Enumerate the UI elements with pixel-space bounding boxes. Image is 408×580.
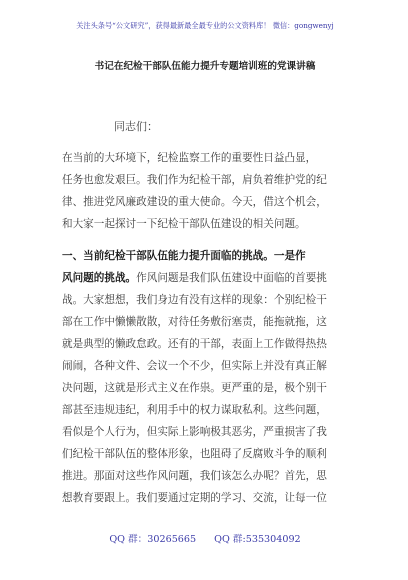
body-text: 作风问题是我们队伍建设中面临的首要挑 bbox=[136, 272, 327, 284]
document-title: 书记在纪检干部队伍能力提升专题培训班的党课讲稿 bbox=[94, 61, 316, 72]
text-line: 看似是个人行为，但实际上影响极其恶劣，严重损害了我 bbox=[62, 426, 327, 438]
text-line: 就是典型的懒政怠政。还有的干部，表面上工作做得热热 bbox=[62, 338, 327, 350]
text-line: 律、推进党风廉政建设的重大使命。今天，借这个机会， bbox=[62, 196, 327, 208]
header-note: 关注头条号“公文研究”，获得最新最全最专业的公文资料库！ 微信：gongwenyj bbox=[76, 21, 334, 30]
text-line: 部在工作中懒懒散散，对待任务敷衍塞责，能拖就拖，这 bbox=[62, 316, 327, 328]
footer-contact bbox=[40, 533, 370, 546]
text-line: 在当前的大环境下，纪检监察工作的重要性日益凸显， bbox=[62, 152, 317, 164]
paragraph-intro bbox=[62, 147, 362, 235]
text-line bbox=[62, 267, 362, 289]
qq-group-1: QQ 群：30265665 bbox=[109, 534, 197, 545]
paragraph-section-one bbox=[62, 245, 362, 509]
salutation: 同志们： bbox=[114, 120, 158, 133]
subheading-text: 风问题的挑战。 bbox=[62, 272, 137, 284]
text-line: 们纪检干部队伍的整体形象，也阻碍了反腐败斗争的顺利 bbox=[62, 448, 327, 460]
text-line: 决问题，这就是形式主义在作祟。更严重的是，极个别干 bbox=[62, 382, 327, 394]
section-heading-line: 一、当前纪检干部队伍能力提升面临的挑战。一是作 bbox=[62, 250, 306, 262]
text-line: 闹闹，各种文件、会议一个不少，但实际上并没有真正解 bbox=[62, 360, 327, 372]
text-line: 任务也愈发艰巨。我们作为纪检干部，肩负着维护党的纪 bbox=[62, 174, 327, 186]
qq-group-2: QQ 群:535304092 bbox=[214, 534, 301, 545]
text-line: 部甚至违规违纪，利用手中的权力谋取私利。这些问题， bbox=[62, 404, 327, 416]
text-line: 推进。那面对这些作风问题，我们该怎么办呢？首先，思 bbox=[62, 470, 327, 482]
text-line: 想教育要跟上。我们要通过定期的学习、交流，让每一位 bbox=[62, 492, 327, 504]
text-line: 战。大家想想，我们身边有没有这样的现象：个别纪检干 bbox=[62, 294, 327, 306]
text-line: 和大家一起探讨一下纪检干部队伍建设的相关问题。 bbox=[62, 218, 306, 230]
